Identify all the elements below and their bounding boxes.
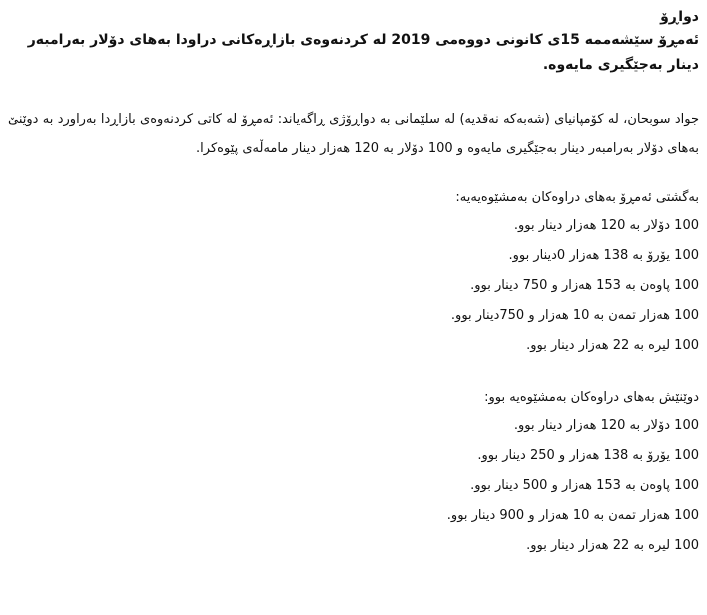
article-headline: ئەمڕۆ سێشەممە 15ی کانونی دووەمی 2019 لە کردنەوەی بازاڕەکانی دراودا بەهای دۆلار بەرامبەر دینار بەجێگیری مایەوە. [27,32,699,73]
list-item: 100 لیرە بە 22 هەزار دینار بوو. [526,338,699,353]
today-rates-heading: بەگشتی ئەمڕۆ بەهای دراوەکان بەمشێوەیەیە: [455,190,699,205]
today-rates-section [8,185,699,361]
list-item: 100 لیرە بە 22 هەزار دینار بوو. [526,538,699,553]
today-rates-list [8,211,699,361]
article-intro: جواد سوبحان، لە کۆمپانیای (شەبەکە نەقدیە) لە سلێمانی بە دواڕۆژی ڕاگەیاند: ئەمڕۆ لە کاتی کردنەوەی بازاڕدا بەراورد بە دوێنێ بەهای دۆلار بەرامبەر دینار بەجێگیری مایەوە و 100 دۆلار بە 120 هەزار دینار مامەڵەی پێوەکرا. [8,112,699,156]
list-item: 100 هەزار تمەن بە 10 هەزار و 750دینار بوو. [450,308,699,323]
yesterday-rates-section [8,385,699,561]
list-item: 100 دۆلار بە 120 هەزار دینار بوو. [513,418,699,433]
category-label: دواڕۆ [660,9,699,25]
list-item: 100 یۆرۆ بە 138 هەزار و 250 دینار بوو. [477,448,699,463]
list-item: 100 هەزار تمەن بە 10 هەزار و 900 دینار بوو. [446,508,699,523]
yesterday-rates-list [8,411,699,561]
yesterday-rates-heading: دوێنێش بەهای دراوەکان بەمشێوەیە بوو: [484,390,699,405]
list-item: 100 پاوەن بە 153 هەزار و 500 دینار بوو. [470,478,699,493]
list-item: 100 پاوەن بە 153 هەزار و 750 دینار بوو. [470,278,699,293]
list-item: 100 دۆلار بە 120 هەزار دینار بوو. [513,218,699,233]
list-item: 100 یۆرۆ بە 138 هەزار 0دینار بوو. [508,248,699,263]
